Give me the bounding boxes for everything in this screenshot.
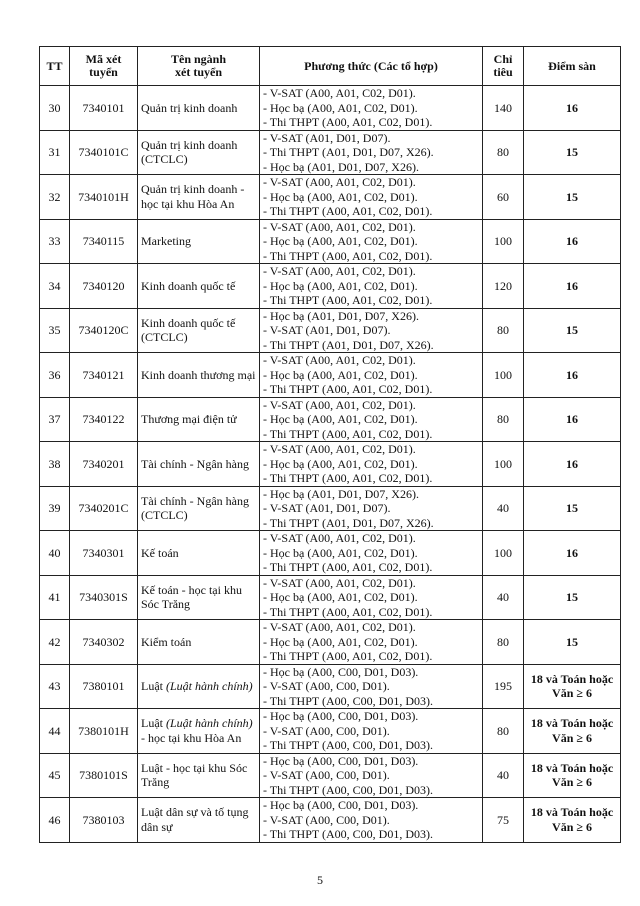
row-quota: 100 [483,219,524,264]
method-line: - V-SAT (A00, A01, C02, D01). [263,175,416,189]
row-quota: 195 [483,664,524,709]
method-line: - V-SAT (A00, A01, C02, D01). [263,531,416,545]
method-line: - V-SAT (A00, A01, C02, D01). [263,219,416,234]
header-quota-line2: tiêu [493,65,513,79]
header-name-line1: Tên ngành [170,52,227,66]
major-name-text: Luật dân sự và tố tụng dân sự [141,805,249,834]
row-code: 7380101 [70,664,138,709]
row-min-score: 15 [524,130,621,175]
header-score: Điểm sàn [524,47,621,86]
row-major-name [138,664,260,709]
row-major-name [138,264,260,309]
row-code: 7340101H [70,175,138,220]
method-line: - Thi THPT (A00, A01, C02, D01). [263,204,433,218]
row-major-name [138,175,260,220]
row-tt: 41 [40,575,70,620]
major-name-text: Kiểm toán [141,634,192,649]
row-methods [260,219,483,264]
row-methods [260,86,483,131]
row-major-name [138,531,260,576]
table-row [40,353,621,398]
major-name-suffix: - học tại khu Hòa An [141,730,242,745]
row-min-score: 15 [524,575,621,620]
table-row [40,753,621,798]
row-major-name [138,397,260,442]
method-line: - Học bạ (A00, A01, C02, D01). [263,590,418,604]
row-methods [260,664,483,709]
row-methods [260,308,483,353]
method-line: - Thi THPT (A00, A01, C02, D01). [263,649,433,663]
table-header [40,47,621,86]
row-code: 7340301 [70,531,138,576]
method-line: - Thi THPT (A00, A01, C02, D01). [263,382,433,396]
header-code [70,47,138,86]
row-major-name [138,486,260,531]
row-quota: 120 [483,264,524,309]
row-major-name [138,219,260,264]
row-min-score: 16 [524,531,621,576]
major-name-text: Quản trị kinh doanh (CTCLC) [141,137,238,167]
method-line: - V-SAT (A00, C00, D01). [263,768,390,782]
row-code: 7340201C [70,486,138,531]
row-tt: 37 [40,397,70,442]
row-code: 7340115 [70,219,138,264]
row-tt: 34 [40,264,70,309]
method-line: - Học bạ (A00, A01, C02, D01). [263,545,418,560]
row-code: 7340120C [70,308,138,353]
method-line: - V-SAT (A00, A01, C02, D01). [263,575,416,590]
method-line: - Học bạ (A00, A01, C02, D01). [263,100,418,115]
row-quota: 100 [483,442,524,487]
table-row [40,219,621,264]
row-major-name [138,86,260,131]
row-code: 7340101C [70,130,138,175]
method-line: - Thi THPT (A00, A01, C02, D01). [263,426,433,441]
row-min-score: 16 [524,353,621,398]
row-methods [260,486,483,531]
row-quota: 80 [483,709,524,754]
row-min-score: 18 và Toán hoặc Văn ≥ 6 [524,709,621,754]
row-quota: 80 [483,308,524,353]
method-line: - Thi THPT (A00, C00, D01, D03). [263,827,434,841]
row-major-name [138,130,260,175]
row-methods [260,798,483,843]
row-major-name [138,753,260,798]
row-methods [260,575,483,620]
method-line: - Học bạ (A00, A01, C02, D01). [263,367,418,382]
table-row [40,264,621,309]
row-quota: 140 [483,86,524,131]
method-line: - Học bạ (A00, C00, D01, D03). [263,664,419,679]
table-row [40,486,621,531]
method-line: - Thi THPT (A00, C00, D01, D03). [263,738,434,752]
header-code-line1: Mã xét [85,52,122,66]
method-line: - V-SAT (A00, A01, C02, D01). [263,442,416,456]
row-methods [260,353,483,398]
row-code: 7340301S [70,575,138,620]
row-min-score: 15 [524,620,621,665]
major-name-text: Luật [141,679,163,693]
row-min-score: 18 và Toán hoặc Văn ≥ 6 [524,664,621,709]
method-line: - V-SAT (A00, C00, D01). [263,723,390,738]
table-row [40,130,621,175]
major-name-text: Kinh doanh quốc tế (CTCLC) [141,315,236,345]
method-line: - Thi THPT (A00, C00, D01, D03). [263,693,434,708]
row-major-name [138,308,260,353]
row-quota: 100 [483,353,524,398]
method-line: - Học bạ (A00, A01, C02, D01). [263,189,418,204]
row-quota: 75 [483,798,524,843]
method-line: - Học bạ (A01, D01, D07, X26). [263,159,419,174]
row-min-score: 15 [524,308,621,353]
major-name-text: Quản trị kinh doanh [141,100,238,115]
method-line: - Thi THPT (A00, C00, D01, D03). [263,782,434,797]
table-row [40,531,621,576]
row-methods [260,753,483,798]
method-line: - Học bạ (A00, C00, D01, D03). [263,709,419,723]
major-name-italic: (Luật hành chính) [166,716,253,731]
row-tt: 30 [40,86,70,131]
row-min-score: 16 [524,264,621,309]
method-line: - Thi THPT (A01, D01, D07, X26). [263,145,434,159]
row-major-name [138,442,260,487]
row-methods [260,175,483,220]
method-line: - Học bạ (A01, D01, D07, X26). [263,308,419,323]
method-line: - Thi THPT (A00, A01, C02, D01). [263,248,433,263]
row-quota: 60 [483,175,524,220]
table-row [40,664,621,709]
row-min-score: 18 và Toán hoặc Văn ≥ 6 [524,798,621,843]
row-quota: 40 [483,486,524,531]
method-line: - V-SAT (A01, D01, D07). [263,323,391,337]
row-tt: 46 [40,798,70,843]
method-line: - V-SAT (A00, C00, D01). [263,812,390,827]
method-line: - Học bạ (A01, D01, D07, X26). [263,486,419,501]
row-methods [260,709,483,754]
row-code: 7380101H [70,709,138,754]
row-tt: 45 [40,753,70,798]
table-row [40,397,621,442]
row-tt: 32 [40,175,70,220]
major-name-text: Tài chính - Ngân hàng [141,456,249,471]
row-quota: 80 [483,130,524,175]
method-line: - V-SAT (A00, A01, C02, D01). [263,620,416,634]
method-line: - Học bạ (A00, A01, C02, D01). [263,278,418,293]
row-code: 7340120 [70,264,138,309]
method-line: - V-SAT (A00, A01, C02, D01). [263,397,416,412]
major-name-text: Marketing [141,234,191,248]
row-tt: 43 [40,664,70,709]
row-quota: 40 [483,575,524,620]
row-methods [260,531,483,576]
major-name-text: Thương mại điện tử [141,412,237,426]
method-line: - V-SAT (A01, D01, D07). [263,130,391,145]
method-line: - V-SAT (A00, A01, C02, D01). [263,353,416,367]
major-name-text: Luật [141,716,163,731]
row-methods [260,397,483,442]
method-line: - Học bạ (A00, A01, C02, D01). [263,456,418,471]
row-major-name [138,798,260,843]
method-line: - V-SAT (A00, A01, C02, D01). [263,264,416,278]
major-name-text: Kinh doanh quốc tế [141,278,236,293]
row-code: 7340121 [70,353,138,398]
row-code: 7340302 [70,620,138,665]
row-major-name [138,620,260,665]
row-methods [260,130,483,175]
method-line: - V-SAT (A01, D01, D07). [263,501,391,515]
method-line: - Học bạ (A00, C00, D01, D03). [263,753,419,768]
method-line: - Học bạ (A00, A01, C02, D01). [263,634,418,649]
table-row [40,798,621,843]
table-body [40,86,621,843]
admissions-table [39,46,621,843]
table-row [40,620,621,665]
method-line: - Thi THPT (A00, A01, C02, D01). [263,293,433,307]
major-name-text: Kinh doanh thương mại [141,367,256,382]
method-line: - Học bạ (A00, A01, C02, D01). [263,234,418,248]
major-name-text: Kế toán - học tại khu Sóc Trăng [141,582,242,612]
table-row [40,86,621,131]
major-name-text: Tài chính - Ngân hàng (CTCLC) [141,493,249,523]
row-min-score: 18 và Toán hoặc Văn ≥ 6 [524,753,621,798]
row-min-score: 16 [524,397,621,442]
method-line: - V-SAT (A00, A01, C02, D01). [263,86,416,100]
method-line: - Thi THPT (A00, A01, C02, D01). [263,115,433,129]
row-tt: 35 [40,308,70,353]
row-min-score: 15 [524,175,621,220]
method-line: - Học bạ (A00, C00, D01, D03). [263,798,419,812]
header-code-line2: tuyển [89,65,118,79]
row-methods [260,442,483,487]
row-quota: 80 [483,620,524,665]
row-tt: 44 [40,709,70,754]
row-tt: 39 [40,486,70,531]
method-line: - Thi THPT (A00, A01, C02, D01). [263,471,433,485]
row-quota: 100 [483,531,524,576]
row-major-name [138,709,260,754]
major-name-text: Luật - học tại khu Sóc Trăng [141,760,248,790]
row-code: 7380103 [70,798,138,843]
row-code: 7340101 [70,86,138,131]
row-tt: 40 [40,531,70,576]
table-row [40,442,621,487]
major-name-text: Quản trị kinh doanh - học tại khu Hòa An [141,182,245,211]
header-name [138,47,260,86]
header-row [40,47,621,86]
major-name-italic: (Luật hành chính) [166,679,253,693]
table-row [40,175,621,220]
row-tt: 36 [40,353,70,398]
row-quota: 80 [483,397,524,442]
major-name-text: Kế toán [141,545,179,560]
row-min-score: 15 [524,486,621,531]
header-method: Phương thức (Các tổ hợp) [260,47,483,86]
row-code: 7340122 [70,397,138,442]
row-min-score: 16 [524,86,621,131]
page-number: 5 [317,873,323,887]
row-major-name [138,575,260,620]
table-row [40,575,621,620]
table-row [40,308,621,353]
header-name-line2: xét tuyển [175,65,222,79]
row-methods [260,620,483,665]
row-min-score: 16 [524,442,621,487]
method-line: - V-SAT (A00, C00, D01). [263,679,390,693]
row-tt: 33 [40,219,70,264]
row-min-score: 16 [524,219,621,264]
table-row [40,709,621,754]
row-quota: 40 [483,753,524,798]
method-line: - Thi THPT (A01, D01, D07, X26). [263,515,434,530]
row-code: 7340201 [70,442,138,487]
header-tt: TT [40,47,70,86]
method-line: - Thi THPT (A00, A01, C02, D01). [263,604,433,619]
method-line: - Học bạ (A00, A01, C02, D01). [263,412,418,426]
row-code: 7380101S [70,753,138,798]
method-line: - Thi THPT (A01, D01, D07, X26). [263,337,434,352]
method-line: - Thi THPT (A00, A01, C02, D01). [263,560,433,574]
row-tt: 38 [40,442,70,487]
row-tt: 31 [40,130,70,175]
row-methods [260,264,483,309]
header-quota [483,47,524,86]
header-quota-line1: Chỉ [493,52,513,66]
row-major-name [138,353,260,398]
row-tt: 42 [40,620,70,665]
